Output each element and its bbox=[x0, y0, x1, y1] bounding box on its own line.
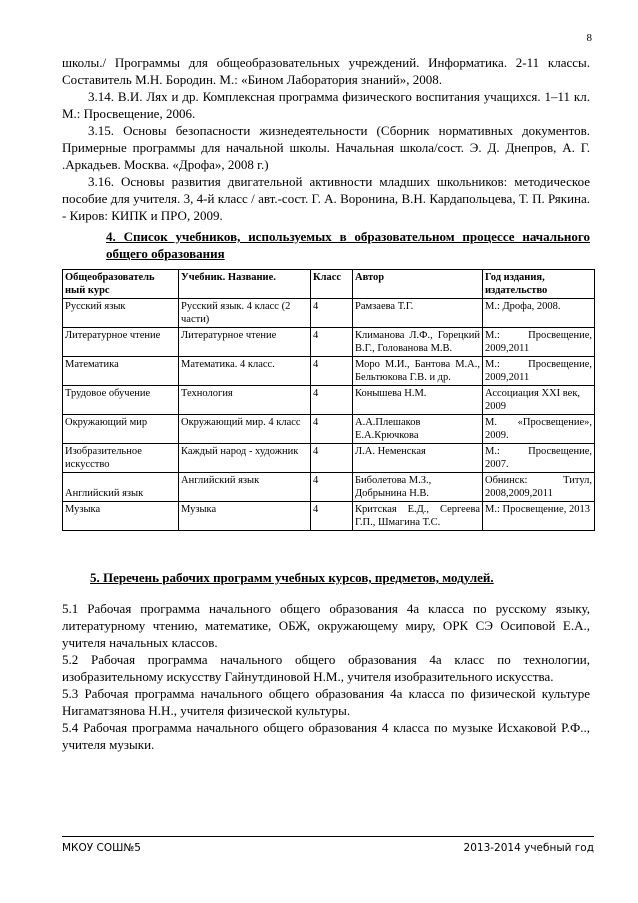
footer-divider bbox=[62, 836, 594, 837]
cell-textbook: Математика. 4 класс. bbox=[179, 357, 311, 386]
cell-textbook: Технология bbox=[179, 386, 311, 415]
section-5-heading: 5. Перечень рабочих программ учебных курсов, предметов, модулей. bbox=[90, 570, 494, 585]
textbooks-table bbox=[62, 269, 595, 531]
paragraph-3-15: 3.15. Основы безопасности жизнедеятельности (Сборник нормативных документов. Примерные программы для начальной школы. Начальная школа/сост. Э. Д. Днепров, А. Г. .Аркадьев. Москва. «Дрофа», 2008 г.) bbox=[62, 123, 590, 172]
program-item: 5.4 Рабочая программа начального общего образования 4 класса по музыке Исхаковой Р.Ф.., учителя музыки. bbox=[62, 720, 590, 752]
programs-list bbox=[62, 600, 590, 753]
cell-grade: 4 bbox=[311, 328, 353, 357]
cell-course: Литературное чтение bbox=[63, 328, 179, 357]
document-body bbox=[62, 54, 590, 753]
header-course: Общеобразователь ный курс bbox=[63, 270, 179, 299]
table-row bbox=[63, 328, 595, 357]
cell-author: А.А.Плешаков Е.А.Крючкова bbox=[353, 415, 483, 444]
cell-publisher: Ассоциация XXI век, 2009 bbox=[483, 386, 595, 415]
cell-publisher: М.: Просвещение, 2013 bbox=[483, 502, 595, 531]
header-textbook: Учебник. Название. bbox=[179, 270, 311, 299]
cell-textbook: Каждый народ - художник bbox=[179, 444, 311, 473]
header-author: Автор bbox=[353, 270, 483, 299]
cell-textbook: Русский язык. 4 класс (2 части) bbox=[179, 299, 311, 328]
paragraph-3-16: 3.16. Основы развития двигательной активности младших школьников: методическое пособие для учителя. 3, 4-й класс / авт.-сост. Г. А. Воронина, В.Н. Кардапольцева, Т. П. Рякина. - Киров: КИПК и ПРО, 2009. bbox=[62, 174, 590, 223]
cell-author: Климанова Л.Ф., Горецкий В.Г., Голованова М.В. bbox=[353, 328, 483, 357]
table-header-row bbox=[63, 270, 595, 299]
cell-publisher: Обнинск: Титул, 2008,2009,2011 bbox=[483, 473, 595, 502]
cell-textbook: Литературное чтение bbox=[179, 328, 311, 357]
cell-course: Математика bbox=[63, 357, 179, 386]
program-item: 5.1 Рабочая программа начального общего образования 4а класса по русскому языку, литературному чтению, математике, ОБЖ, окружающему миру, ОРК СЭ Осиповой Е.А., учителя начальных классов. bbox=[62, 601, 590, 650]
cell-author: Конышева Н.М. bbox=[353, 386, 483, 415]
table-row bbox=[63, 357, 595, 386]
cell-grade: 4 bbox=[311, 444, 353, 473]
table-row bbox=[63, 502, 595, 531]
cell-grade: 4 bbox=[311, 299, 353, 328]
cell-grade: 4 bbox=[311, 386, 353, 415]
cell-course: Трудовое обучение bbox=[63, 386, 179, 415]
paragraph-3-13-continued: школы./ Программы для общеобразовательных учреждений. Информатика. 2-11 классы. Составитель М.Н. Бородин. М.: «Бином Лаборатория знаний», 2008. bbox=[62, 55, 590, 87]
cell-course: Английский язык bbox=[63, 473, 179, 502]
cell-publisher: М.: Дрофа, 2008. bbox=[483, 299, 595, 328]
cell-course: Изобразительное искусство bbox=[63, 444, 179, 473]
table-row bbox=[63, 386, 595, 415]
cell-textbook: Английский язык bbox=[179, 473, 311, 502]
table-row bbox=[63, 415, 595, 444]
cell-grade: 4 bbox=[311, 357, 353, 386]
table-row bbox=[63, 473, 595, 502]
footer-school: МКОУ СОШ№5 bbox=[62, 842, 141, 854]
cell-publisher: М.: Просвещение, 2009,2011 bbox=[483, 357, 595, 386]
cell-author: Л.А. Неменская bbox=[353, 444, 483, 473]
cell-grade: 4 bbox=[311, 415, 353, 444]
table-row bbox=[63, 444, 595, 473]
cell-course: Музыка bbox=[63, 502, 179, 531]
table-row bbox=[63, 299, 595, 328]
paragraph-3-14: 3.14. В.И. Лях и др. Комплексная программа физического воспитания учащихся. 1–11 кл. М.: Просвещение, 2006. bbox=[62, 89, 590, 121]
cell-grade: 4 bbox=[311, 473, 353, 502]
footer-year: 2013-2014 учебный год bbox=[463, 842, 594, 854]
cell-course: Окружающий мир bbox=[63, 415, 179, 444]
page-number: 8 bbox=[586, 32, 592, 44]
cell-publisher: М. «Просвещение», 2009. bbox=[483, 415, 595, 444]
cell-author: Рамзаева Т.Г. bbox=[353, 299, 483, 328]
cell-textbook: Окружающий мир. 4 класс bbox=[179, 415, 311, 444]
cell-author: Биболетова М.З., Добрынина Н.В. bbox=[353, 473, 483, 502]
program-item: 5.3 Рабочая программа начального общего образования 4а класса по физической культуре Нигаматзянова Н.Н., учителя физической культуры. bbox=[62, 686, 590, 718]
cell-course: Русский язык bbox=[63, 299, 179, 328]
header-grade: Класс bbox=[311, 270, 353, 299]
cell-publisher: М.: Просвещение, 2007. bbox=[483, 444, 595, 473]
cell-publisher: М.: Просвещение, 2009,2011 bbox=[483, 328, 595, 357]
program-item: 5.2 Рабочая программа начального общего образования 4а класс по технологии, изобразительному искусству Гайнутдиновой Н.М., учителя изобразительного искусства. bbox=[62, 652, 590, 684]
header-publisher: Год издания, издательство bbox=[483, 270, 595, 299]
cell-author: Критская Е.Д., Сергеева Г.П., Шмагина Т.С. bbox=[353, 502, 483, 531]
cell-author: Моро М.И., Бантова М.А., Бельтюкова Г.В. и др. bbox=[353, 357, 483, 386]
cell-textbook: Музыка bbox=[179, 502, 311, 531]
section-4-heading: 4. Список учебников, используемых в образовательном процессе начального общего образования bbox=[106, 229, 590, 261]
cell-grade: 4 bbox=[311, 502, 353, 531]
